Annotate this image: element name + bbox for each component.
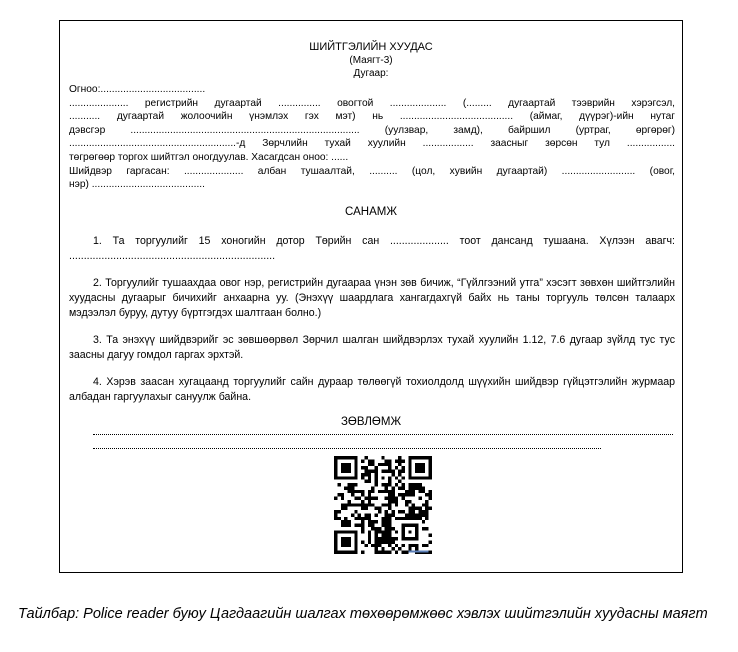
info-line: дэвсгэр ................................................................................. (уулзвар, замд), байршил (уртраг, өргөрөг) — [69, 124, 675, 136]
form-title: ШИЙТГЭЛИЙН ХУУДАС — [309, 41, 433, 53]
penalty-form — [59, 20, 683, 573]
info-line: ..................... регистрийн дугаартай ............... овогтой .................... (......... дугаартай тээврийн хэрэгсэл, — [69, 97, 675, 109]
notice-item: 2. Торгуулийг тушаахдаа овог нэр, регистрийн дугаараа үнэн зөв бичиж, “Гүйлгээний утга” хэсэгт зөвхөн шийтгэлийн хуудасны дугаарыг бичихийг анхаарна уу. (Энэхүү шаардлага хангагдахгүй байх нь таны торгууль төлсөн талаарх мэдээлэл буруу, дутуу бүртгэгдэх шалтгаан болно.) — [69, 277, 675, 319]
figure-caption: Тайлбар: Police reader буюу Цагдаагийн шалгах төхөөрөмжөөс хэвлэх шийтгэлийн хуудасны маягт — [18, 606, 708, 622]
info-line: Огноо:..................................... — [69, 84, 206, 95]
advice-blank-line — [93, 447, 601, 449]
info-line: ...........................................................-д Зөрчлийн тухай хуулийн .................. заасныг зөрсөн тул ................. — [69, 138, 675, 150]
info-line: төгрөгөөр торгох шийтгэл оногдуулав. Хасагдсан оноо: ...... — [69, 151, 349, 163]
notice-list — [69, 234, 675, 405]
notice-item: 4. Хэрэв заасан хугацаанд торгуулийг сайн дураар төлөөгүй тохиолдолд шүүхийн шийдвэр гүйцэтгэлийн журмаар албадан гаргуулахыг сануулж байна. — [69, 376, 675, 403]
advice-heading: ЗӨВЛӨМЖ — [340, 416, 402, 428]
info-line: ........... дугаартай жолоочийн үнэмлэх гэх мэт) нь ........................................ (аймаг, дүүрэг)-ийн нутаг — [69, 111, 675, 123]
advice-blank-line — [93, 433, 673, 435]
notice-item: 3. Та энэхүү шийдвэрийг эс зөвшөөрвөл Зөрчил шалган шийдвэрлэх тухай хуулийн 1.12, 7.6 дугаар зүйлд тус тус заасны дагуу гомдол гаргах эрхтэй. — [69, 334, 675, 361]
form-subtitle: (Маягт-3) — [349, 55, 393, 66]
info-line: Шийдвэр гаргасан: ..................... албан тушаалтай, .......... (цол, хувийн дугаартай) .......................... (овог, — [69, 165, 675, 177]
form-info-block — [69, 83, 675, 192]
form-number-label: Дугаар: — [353, 68, 389, 79]
notice-heading: САНАМЖ — [345, 206, 397, 218]
notice-item: 1. Та торгуулийг 15 хоногийн дотор Төрийн сан .................... тоот дансанд тушаана. Хүлээн авагч: ...................................................................... — [69, 235, 675, 262]
info-line: нэр) ........................................ — [69, 179, 205, 191]
qr-code — [334, 456, 432, 554]
